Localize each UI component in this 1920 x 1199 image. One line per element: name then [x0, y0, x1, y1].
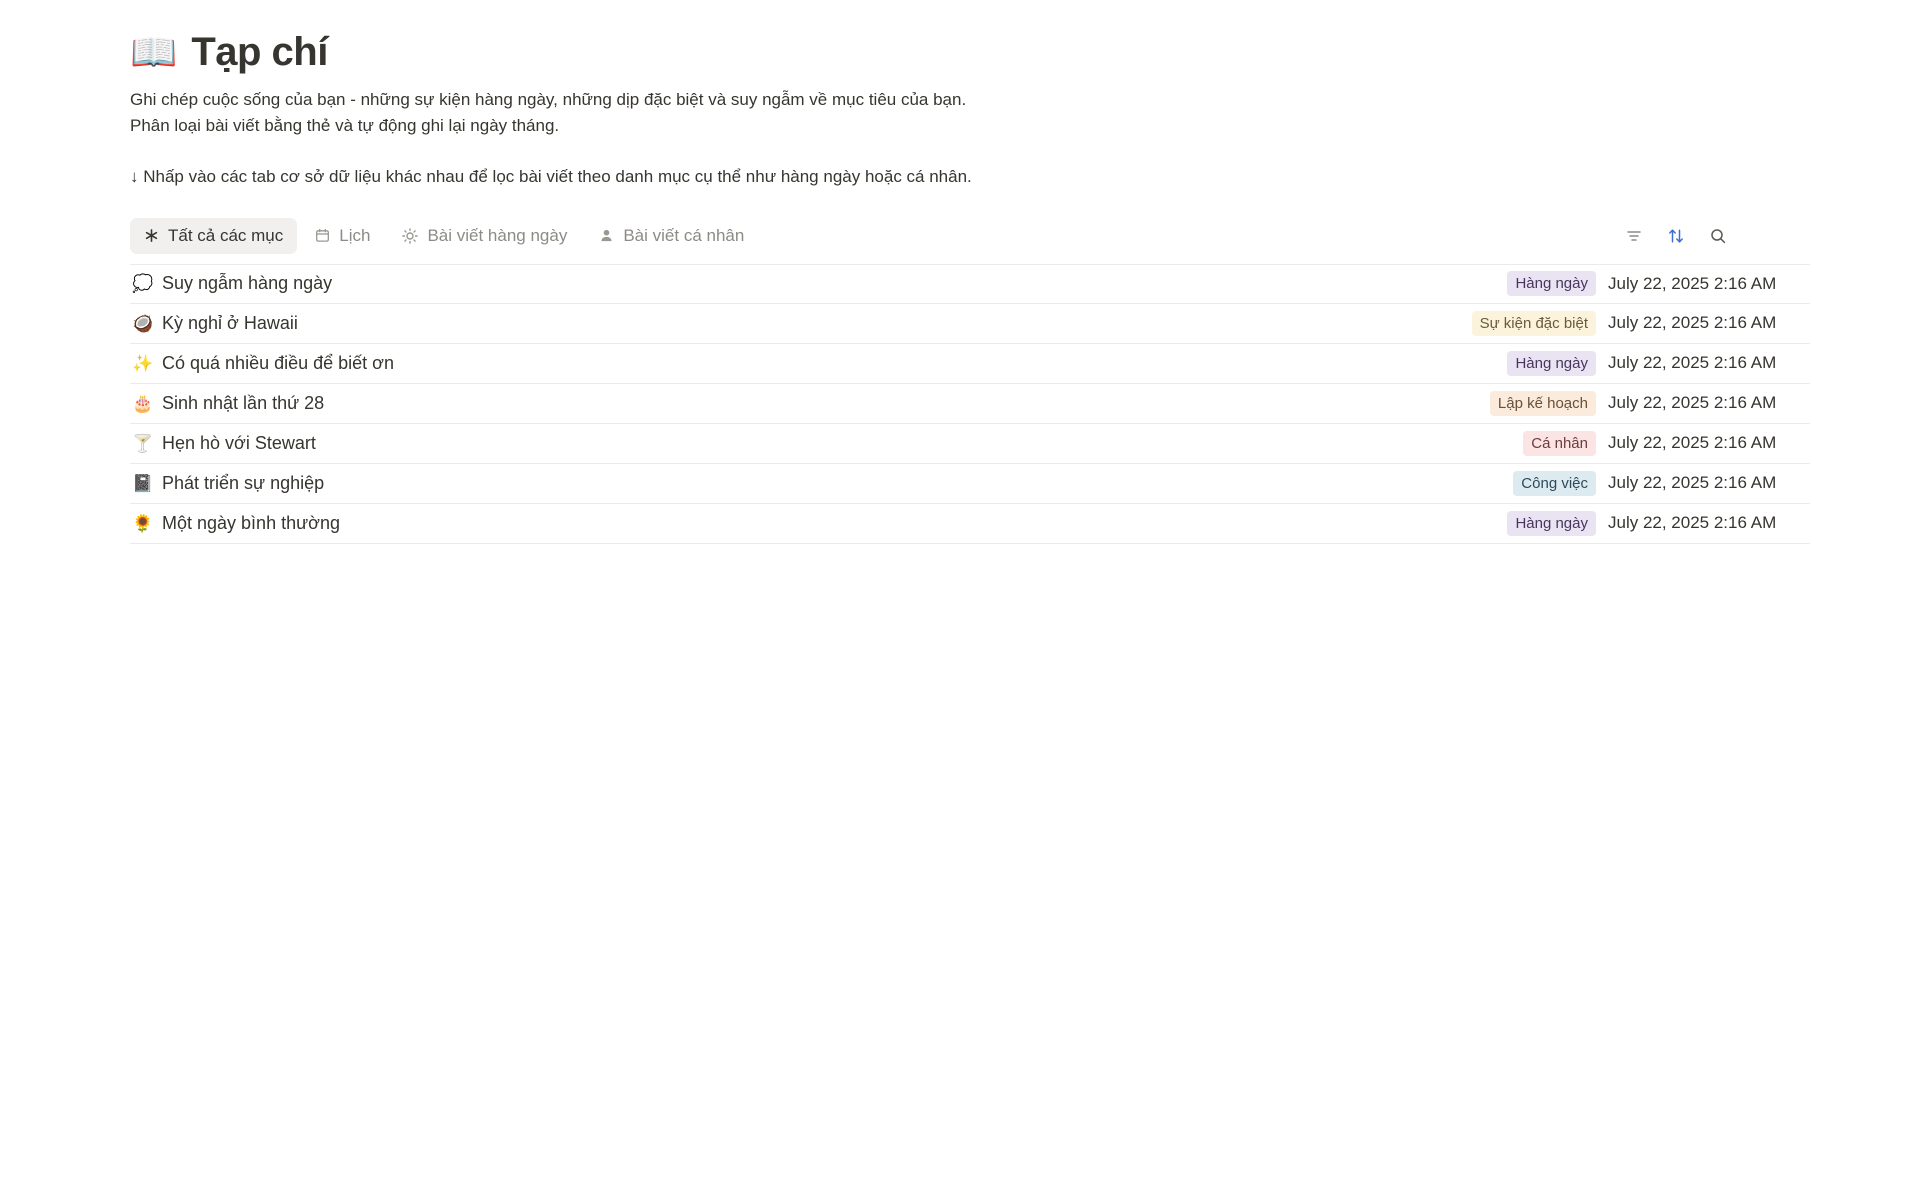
row-title-cell — [132, 393, 1458, 414]
status-badge: Cá nhân — [1523, 431, 1596, 456]
table-row[interactable] — [130, 424, 1810, 464]
row-title-link[interactable]: Suy ngẫm hàng ngày — [162, 273, 333, 293]
row-date-cell[interactable]: July 22, 2025 2:16 AM — [1608, 433, 1777, 452]
tab-daily-entries[interactable] — [388, 218, 581, 254]
row-date-cell[interactable]: July 22, 2025 2:16 AM — [1608, 513, 1777, 532]
row-emoji-icon: 🎂 — [132, 393, 154, 413]
table-row[interactable] — [130, 344, 1810, 384]
row-meta-cells — [1458, 351, 1808, 376]
tab-all-items-label: Tất cả các mục — [168, 225, 284, 245]
row-title-link[interactable]: Có quá nhiều điều để biết ơn — [162, 352, 394, 373]
sort-icon[interactable] — [1666, 226, 1686, 246]
status-badge: Hàng ngày — [1507, 511, 1596, 536]
row-title-cell — [132, 473, 1458, 494]
tab-calendar-label: Lịch — [339, 225, 371, 245]
page-description-line-2: Phân loại bài viết bằng thẻ và tự động ghi lại ngày tháng. — [130, 115, 560, 135]
table-row[interactable] — [130, 264, 1810, 304]
row-emoji-icon: 🥥 — [132, 313, 154, 333]
status-badge: Lập kế hoạch — [1490, 391, 1596, 416]
tab-personal-entries[interactable] — [585, 218, 758, 254]
row-emoji-icon: 🌻 — [132, 513, 154, 533]
sun-icon — [402, 228, 418, 244]
row-title-cell — [132, 513, 1458, 534]
row-meta-cells — [1458, 471, 1808, 496]
row-title-cell — [132, 273, 1458, 294]
row-title-link[interactable]: Sinh nhật lần thứ 28 — [162, 392, 325, 413]
table-row[interactable] — [130, 504, 1810, 544]
table-row[interactable] — [130, 304, 1810, 344]
row-title-link[interactable]: Kỳ nghỉ ở Hawaii — [162, 312, 298, 333]
status-badge: Sự kiện đặc biệt — [1472, 311, 1596, 336]
row-tag-cell[interactable] — [1458, 471, 1608, 496]
row-title-cell — [132, 353, 1458, 374]
database-toolbar — [130, 216, 1810, 256]
page-title-row — [130, 30, 1810, 75]
person-icon — [599, 228, 614, 243]
table-row[interactable] — [130, 384, 1810, 424]
row-tag-cell[interactable] — [1458, 511, 1608, 536]
page-title: Tạp chí — [191, 30, 328, 74]
calendar-icon — [315, 228, 330, 243]
row-meta-cells — [1458, 511, 1808, 536]
book-icon: 📖 — [130, 31, 178, 74]
row-date-cell[interactable]: July 22, 2025 2:16 AM — [1608, 273, 1777, 293]
row-title-link[interactable]: Hẹn hò với Stewart — [162, 432, 316, 453]
database-tabs — [130, 218, 758, 254]
row-emoji-icon: 💭 — [132, 274, 154, 293]
row-meta-cells — [1458, 431, 1808, 456]
row-tag-cell[interactable] — [1458, 311, 1608, 336]
search-icon[interactable] — [1708, 226, 1728, 246]
asterisk-icon — [144, 228, 159, 243]
row-emoji-icon: 📓 — [132, 473, 154, 493]
row-emoji-icon: ✨ — [132, 353, 154, 373]
view-actions — [1624, 226, 1810, 246]
row-title-cell — [132, 313, 1458, 334]
row-meta-cells — [1458, 271, 1808, 296]
database-rows — [130, 264, 1810, 544]
row-date-cell[interactable]: July 22, 2025 2:16 AM — [1608, 353, 1777, 372]
status-badge: Công việc — [1513, 471, 1596, 496]
row-meta-cells — [1458, 311, 1808, 336]
row-date-cell[interactable]: July 22, 2025 2:16 AM — [1608, 313, 1777, 332]
tab-all-items[interactable] — [130, 218, 297, 254]
row-emoji-icon: 🍸 — [132, 433, 154, 453]
row-tag-cell[interactable] — [1458, 391, 1608, 416]
table-row[interactable] — [130, 464, 1810, 504]
tab-daily-entries-label: Bài viết hàng ngày — [427, 225, 568, 245]
row-date-cell[interactable]: July 22, 2025 2:16 AM — [1608, 473, 1777, 492]
row-tag-cell[interactable] — [1458, 351, 1608, 376]
row-meta-cells — [1458, 391, 1808, 416]
row-tag-cell[interactable] — [1458, 271, 1608, 296]
row-title-cell — [132, 433, 1458, 454]
row-title-link[interactable]: Phát triển sự nghiệp — [162, 472, 325, 493]
status-badge: Hàng ngày — [1507, 271, 1596, 296]
page-description-line-1: Ghi chép cuộc sống của bạn - những sự kiện hàng ngày, những dịp đặc biệt và suy ngẫm về mục tiêu của bạn. — [130, 90, 967, 109]
status-badge: Hàng ngày — [1507, 351, 1596, 376]
row-date-cell[interactable]: July 22, 2025 2:16 AM — [1608, 393, 1777, 412]
page-hint: ↓ Nhấp vào các tab cơ sở dữ liệu khác nhau để lọc bài viết theo danh mục cụ thể như hàng ngày hoặc cá nhân. — [130, 167, 972, 186]
tab-personal-entries-label: Bài viết cá nhân — [623, 225, 745, 245]
row-title-link[interactable]: Một ngày bình thường — [162, 512, 340, 533]
page-content — [130, 30, 1810, 544]
row-tag-cell[interactable] — [1458, 431, 1608, 456]
tab-calendar[interactable] — [301, 218, 384, 254]
filter-icon[interactable] — [1624, 226, 1644, 246]
